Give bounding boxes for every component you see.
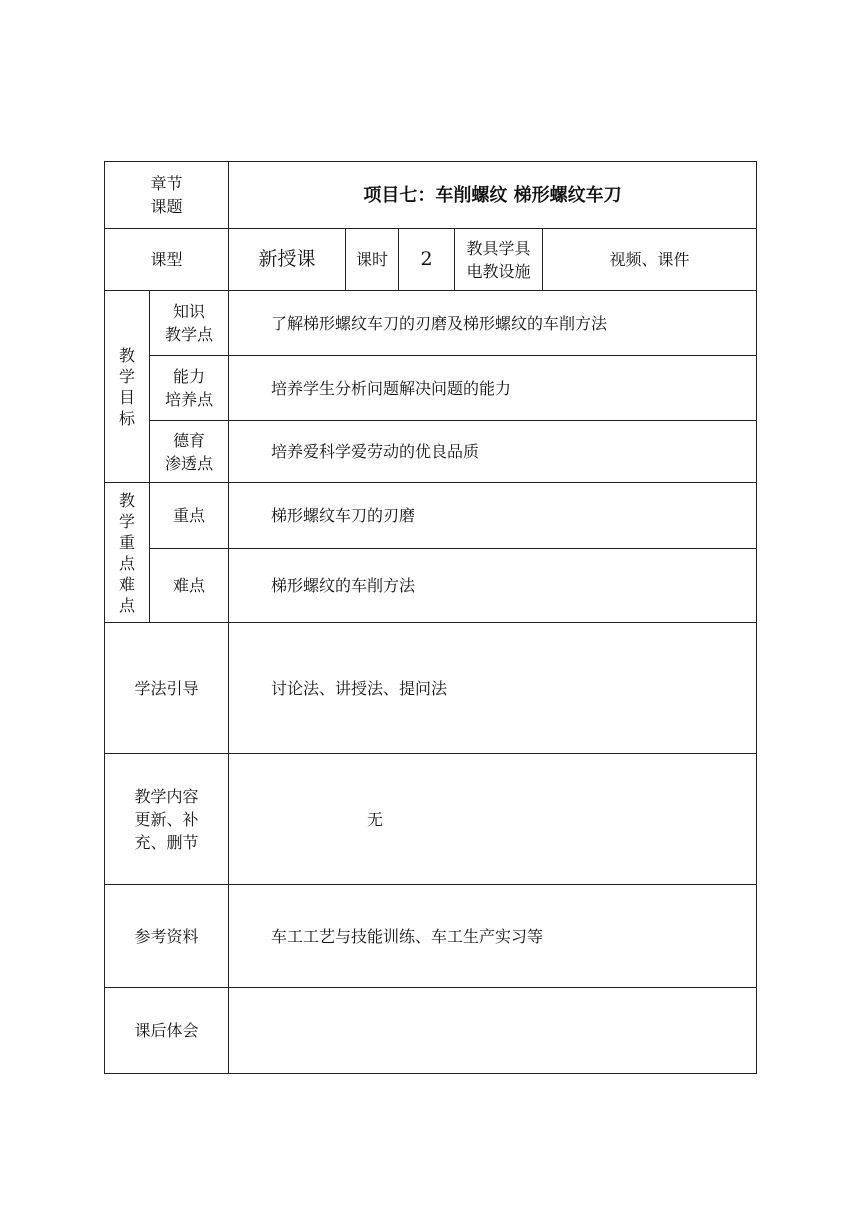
method-row bbox=[105, 623, 757, 754]
objective-row-knowledge bbox=[105, 291, 757, 356]
objective-value-moral: 培养爱科学爱劳动的优良品质 bbox=[229, 421, 757, 483]
key-points-label-char: 学 bbox=[118, 511, 135, 531]
references-value: 车工工艺与技能训练、车工生产实习等 bbox=[229, 885, 757, 988]
references-label: 参考资料 bbox=[105, 885, 229, 988]
objective-label-line: 德育 bbox=[173, 430, 206, 450]
key-points-label-char: 点 bbox=[118, 553, 135, 573]
content-update-value: 无 bbox=[367, 809, 384, 829]
difficulty-row bbox=[105, 549, 757, 623]
key-points-label-char: 难 bbox=[118, 574, 135, 594]
content-update-value-cell bbox=[229, 754, 757, 885]
lesson-type-row bbox=[105, 229, 757, 291]
objectives-group-label bbox=[105, 291, 150, 483]
content-update-label-line: 教学内容 bbox=[134, 786, 199, 806]
objectives-label-char: 学 bbox=[118, 366, 135, 386]
key-point-label: 重点 bbox=[150, 483, 229, 549]
content-update-row bbox=[105, 754, 757, 885]
reflection-label: 课后体会 bbox=[105, 988, 229, 1074]
key-point-row bbox=[105, 483, 757, 549]
objectives-label-char: 教 bbox=[118, 345, 135, 365]
difficulty-value: 梯形螺纹的车削方法 bbox=[229, 549, 757, 623]
lesson-plan-table bbox=[104, 161, 757, 1074]
chapter-row bbox=[105, 162, 757, 229]
objectives-label-char: 目 bbox=[118, 387, 135, 407]
method-label: 学法引导 bbox=[105, 623, 229, 754]
chapter-title: 项目七：车削螺纹 梯形螺纹车刀 bbox=[229, 162, 757, 229]
objective-label-moral bbox=[150, 421, 229, 483]
objective-label-line: 能力 bbox=[173, 367, 206, 386]
chapter-label-cell bbox=[105, 162, 229, 229]
key-points-label-char: 点 bbox=[118, 595, 135, 615]
method-value: 讨论法、讲授法、提问法 bbox=[229, 623, 757, 754]
content-update-label bbox=[105, 754, 229, 885]
objective-label-line: 知识 bbox=[173, 302, 206, 321]
objective-label-ability bbox=[150, 356, 229, 421]
key-points-group-label bbox=[105, 483, 150, 623]
key-points-label-char: 教 bbox=[118, 490, 135, 510]
hours-value: 2 bbox=[399, 229, 455, 291]
objective-label-knowledge bbox=[150, 291, 229, 356]
equipment-label-line-2: 电教设施 bbox=[466, 261, 531, 281]
chapter-label-line-2: 课题 bbox=[150, 197, 183, 216]
objective-label-line: 培养点 bbox=[165, 390, 214, 409]
objectives-label-char: 标 bbox=[118, 408, 135, 428]
reflection-value bbox=[229, 988, 757, 1074]
objective-label-line: 教学点 bbox=[165, 325, 214, 344]
objective-value-knowledge: 了解梯形螺纹车刀的刃磨及梯形螺纹的车削方法 bbox=[229, 291, 757, 356]
hours-label: 课时 bbox=[346, 229, 399, 291]
chapter-label-line-1: 章节 bbox=[150, 174, 183, 193]
objective-row-ability bbox=[105, 356, 757, 421]
key-point-value: 梯形螺纹车刀的刃磨 bbox=[229, 483, 757, 549]
objective-value-ability: 培养学生分析问题解决问题的能力 bbox=[229, 356, 757, 421]
difficulty-label: 难点 bbox=[150, 549, 229, 623]
reflection-row bbox=[105, 988, 757, 1074]
content-update-label-line: 更新、补 bbox=[134, 809, 199, 829]
equipment-label-cell bbox=[455, 229, 543, 291]
lesson-type-value: 新授课 bbox=[229, 229, 346, 291]
equipment-label-line-1: 教具学具 bbox=[466, 238, 531, 258]
key-points-label-char: 重 bbox=[118, 532, 135, 552]
objective-label-line: 渗透点 bbox=[165, 453, 214, 473]
content-update-label-line: 充、删节 bbox=[134, 832, 199, 852]
references-row bbox=[105, 885, 757, 988]
lesson-type-label: 课型 bbox=[105, 229, 229, 291]
objective-row-moral bbox=[105, 421, 757, 483]
equipment-value: 视频、课件 bbox=[543, 229, 757, 291]
